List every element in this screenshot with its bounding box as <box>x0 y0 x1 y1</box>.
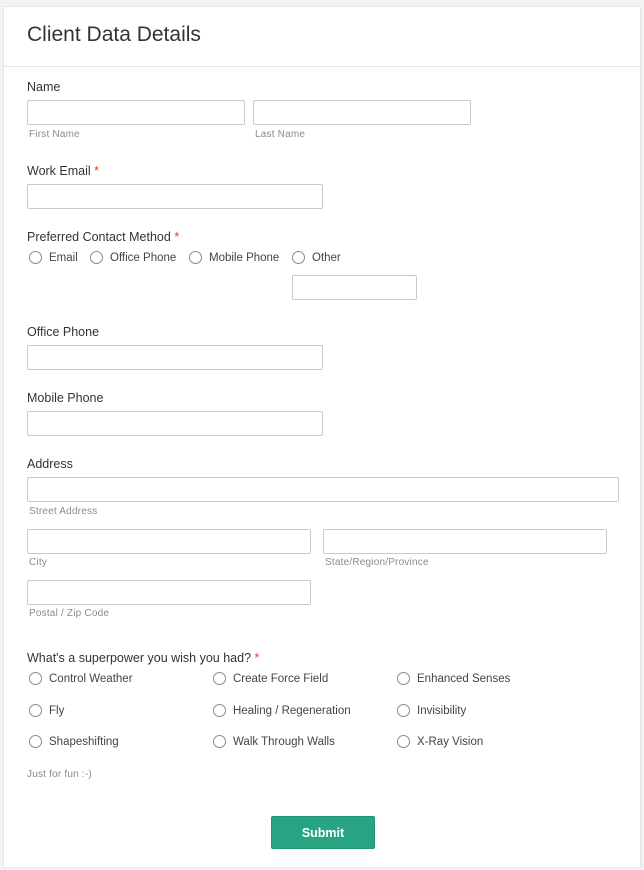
first-name-sublabel: First Name <box>29 129 80 140</box>
superpower-option-invisibility[interactable] <box>397 704 466 717</box>
submit-button[interactable]: Submit <box>271 816 375 849</box>
required-marker: * <box>94 164 100 178</box>
name-label: Name <box>27 80 61 94</box>
radio-label: X-Ray Vision <box>417 735 484 748</box>
radio-circle[interactable] <box>213 672 226 685</box>
superpower-option-control-weather[interactable] <box>29 672 133 685</box>
radio-circle[interactable] <box>90 251 103 264</box>
contact-method-label: Preferred Contact Method * <box>27 230 180 244</box>
radio-label: Walk Through Walls <box>233 735 335 748</box>
superpower-option-x-ray-vision[interactable] <box>397 735 483 748</box>
contact-option-office-phone[interactable] <box>90 251 176 264</box>
radio-circle[interactable] <box>29 704 42 717</box>
radio-label: Office Phone <box>110 251 177 264</box>
city-input[interactable] <box>27 529 311 554</box>
superpower-option-walk-through-walls[interactable] <box>213 735 335 748</box>
superpower-option-enhanced-senses[interactable] <box>397 672 510 685</box>
required-marker: * <box>254 651 260 665</box>
radio-circle[interactable] <box>213 735 226 748</box>
first-name-input[interactable] <box>27 100 245 125</box>
office-phone-label: Office Phone <box>27 325 100 339</box>
street-address-input[interactable] <box>27 477 619 502</box>
contact-option-mobile-phone[interactable] <box>189 251 279 264</box>
postal-code-input[interactable] <box>27 580 311 605</box>
radio-circle[interactable] <box>29 672 42 685</box>
superpower-option-fly[interactable] <box>29 704 64 717</box>
office-phone-input[interactable] <box>27 345 323 370</box>
form-title: Client Data Details <box>27 23 201 46</box>
last-name-input[interactable] <box>253 100 471 125</box>
radio-label: Fly <box>49 704 65 717</box>
contact-other-input[interactable] <box>292 275 417 300</box>
street-address-sublabel: Street Address <box>29 506 98 517</box>
required-marker: * <box>174 230 180 244</box>
radio-label: Shapeshifting <box>49 735 119 748</box>
work-email-input[interactable] <box>27 184 323 209</box>
superpower-option-shapeshifting[interactable] <box>29 735 119 748</box>
mobile-phone-label: Mobile Phone <box>27 391 104 405</box>
radio-circle[interactable] <box>29 251 42 264</box>
state-sublabel: State/Region/Province <box>325 557 429 568</box>
radio-circle[interactable] <box>292 251 305 264</box>
radio-label: Email <box>49 251 78 264</box>
superpower-hint: Just for fun :-) <box>27 769 92 780</box>
superpower-option-create-force-field[interactable] <box>213 672 328 685</box>
address-label: Address <box>27 457 73 471</box>
radio-circle[interactable] <box>189 251 202 264</box>
radio-label: Healing / Regeneration <box>233 704 351 717</box>
form-card <box>3 6 641 868</box>
radio-label: Other <box>312 251 341 264</box>
mobile-phone-input[interactable] <box>27 411 323 436</box>
postal-code-sublabel: Postal / Zip Code <box>29 608 110 619</box>
radio-circle[interactable] <box>29 735 42 748</box>
radio-label: Mobile Phone <box>209 251 280 264</box>
state-input[interactable] <box>323 529 607 554</box>
radio-label: Control Weather <box>49 672 133 685</box>
radio-label: Enhanced Senses <box>417 672 511 685</box>
radio-circle[interactable] <box>213 704 226 717</box>
radio-circle[interactable] <box>397 735 410 748</box>
radio-circle[interactable] <box>397 672 410 685</box>
last-name-sublabel: Last Name <box>255 129 306 140</box>
superpower-option-healing-regeneration[interactable] <box>213 704 351 717</box>
work-email-label: Work Email * <box>27 164 100 178</box>
city-sublabel: City <box>29 557 48 568</box>
radio-label: Invisibility <box>417 704 467 717</box>
form-header <box>4 7 640 67</box>
radio-circle[interactable] <box>397 704 410 717</box>
contact-option-other[interactable] <box>292 251 341 264</box>
contact-option-email[interactable] <box>29 251 78 264</box>
superpower-label: What's a superpower you wish you had? * <box>27 651 260 665</box>
radio-label: Create Force Field <box>233 672 329 685</box>
